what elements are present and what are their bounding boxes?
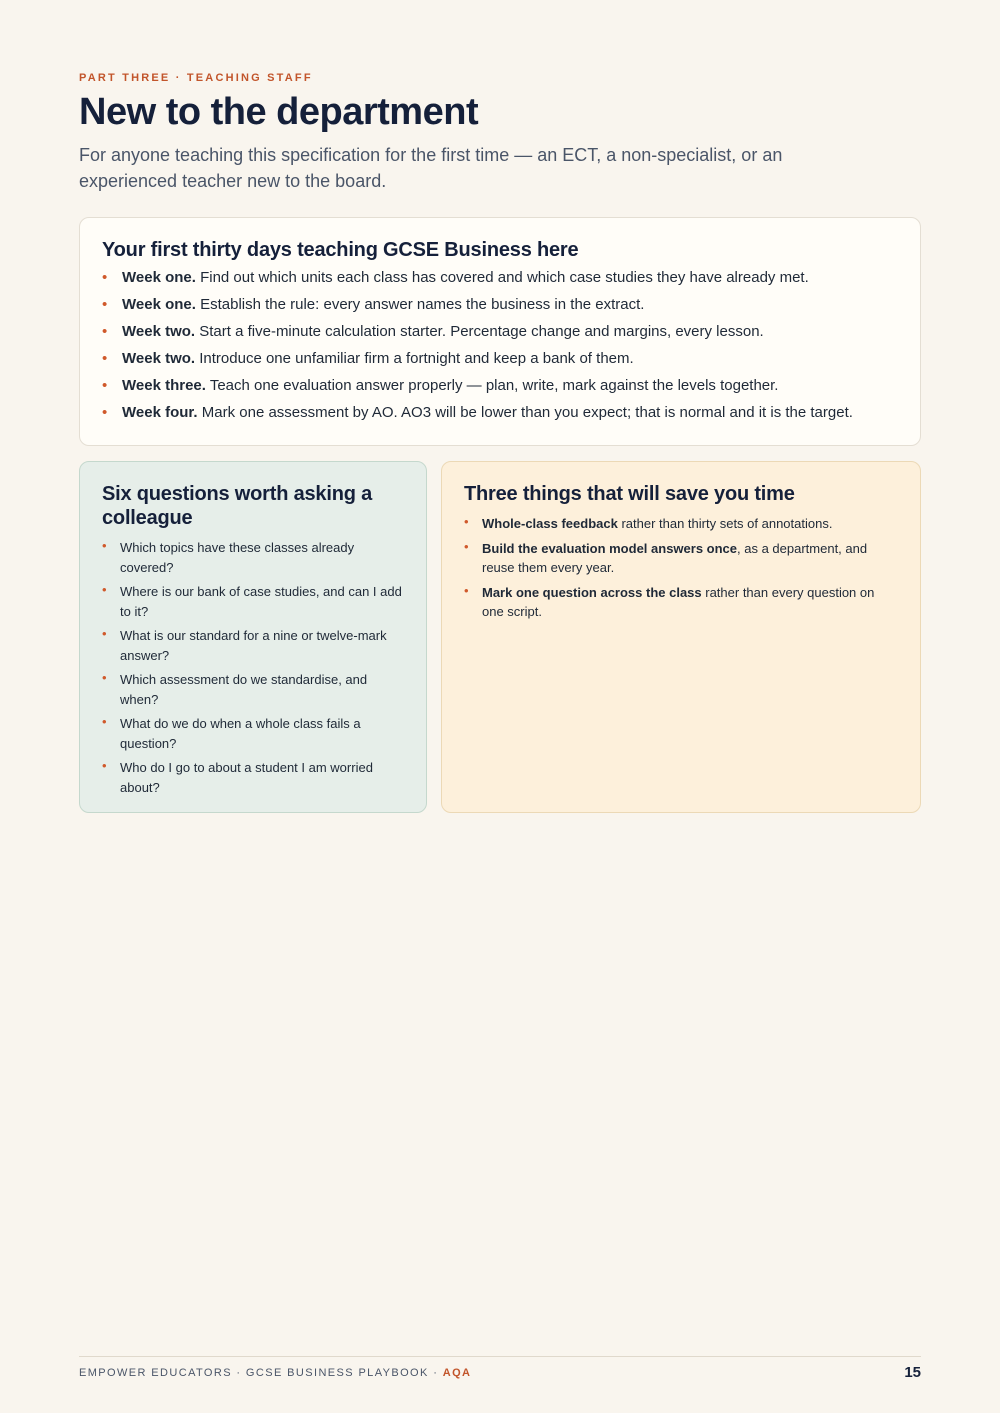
item-text: Find out which units each class has covered and which case studies they have already met. (195, 269, 809, 286)
bullet-icon: • (102, 377, 108, 394)
bullet-icon: • (464, 582, 469, 598)
item-text: Which assessment do we standardise, and when? (120, 672, 368, 707)
bullet-icon: • (102, 269, 108, 286)
list-item (464, 583, 898, 622)
item-lead: Week two. (122, 323, 196, 340)
colleague-questions-card (79, 461, 427, 813)
list-item (102, 295, 898, 315)
item-text: Establish the rule: every answer names the business in the extract. (195, 296, 645, 313)
list-item (102, 758, 404, 797)
footer-exam-board: AQA (442, 1367, 472, 1379)
list-item (102, 403, 898, 423)
bullet-icon: • (102, 758, 107, 773)
list-item (464, 539, 898, 578)
colleague-questions-heading: Six questions worth asking a colleague (102, 483, 373, 529)
bullet-icon: • (102, 538, 107, 553)
page-title: New to the department (79, 91, 479, 133)
footer-divider (79, 1356, 921, 1357)
list-item (102, 322, 898, 342)
item-text: What do we do when a whole class fails a question? (120, 716, 361, 751)
item-lead: Week three. (122, 377, 206, 394)
item-lead: Mark one question across the class (482, 584, 702, 600)
item-text: , as a department, and reuse them every year. (482, 540, 868, 575)
bullet-icon: • (464, 538, 469, 554)
list-item (102, 349, 898, 369)
section-eyebrow: PART THREE · TEACHING STAFF (79, 72, 313, 84)
save-time-card (441, 461, 921, 813)
item-text: Who do I go to about a student I am worried about? (120, 760, 373, 795)
item-lead: Week two. (122, 350, 196, 367)
save-time-list (464, 514, 898, 622)
item-text: rather than thirty sets of annotations. (617, 516, 833, 531)
bullet-icon: • (102, 296, 108, 313)
bullet-icon: • (102, 323, 108, 340)
bullet-icon: • (464, 514, 469, 529)
first-thirty-days-card (79, 217, 921, 446)
list-item (102, 714, 404, 753)
list-item (102, 376, 898, 396)
first-thirty-days-list (102, 268, 898, 423)
item-text: Teach one evaluation answer properly — plan, write, mark against the levels together. (205, 377, 779, 394)
bullet-icon: • (102, 404, 108, 421)
item-lead: Week one. (122, 296, 196, 313)
item-lead: Week one. (122, 269, 196, 286)
bullet-icon: • (102, 714, 107, 729)
bullet-icon: • (102, 350, 108, 367)
item-text: Which topics have these classes already covered? (120, 540, 355, 575)
item-lead: Whole-class feedback (482, 516, 618, 531)
item-text: Mark one assessment by AO. AO3 will be lower than you expect; that is normal and it is the target. (197, 404, 853, 421)
item-text: Introduce one unfamiliar firm a fortnight and keep a bank of them. (195, 350, 634, 367)
page (79, 0, 921, 1413)
page-lede: For anyone teaching this specification for the first time — an ECT, a non-specialist, or an experienced teacher new to the board. (79, 145, 783, 191)
item-text: Where is our bank of case studies, and can I add to it? (120, 584, 402, 619)
save-time-heading: Three things that will save you time (464, 483, 795, 505)
item-text: Start a five-minute calculation starter. Percentage change and margins, every lesson. (195, 323, 764, 340)
bullet-icon: • (102, 670, 107, 685)
item-lead: Week four. (122, 404, 198, 421)
footer-running-title (79, 1367, 471, 1379)
list-item (102, 582, 404, 621)
list-item (102, 268, 898, 288)
colleague-questions-list (102, 538, 404, 797)
list-item (102, 538, 404, 577)
item-lead: Build the evaluation model answers once (482, 540, 738, 556)
list-item (464, 514, 898, 534)
list-item (102, 670, 404, 709)
bullet-icon: • (102, 582, 107, 597)
first-thirty-days-heading: Your first thirty days teaching GCSE Business here (102, 239, 579, 261)
page-number: 15 (904, 1364, 921, 1381)
item-text: rather than every question on one script. (482, 584, 875, 619)
list-item (102, 626, 404, 665)
item-text: What is our standard for a nine or twelve-mark answer? (120, 628, 387, 663)
bullet-icon: • (102, 626, 107, 641)
footer-publication: EMPOWER EDUCATORS · GCSE BUSINESS PLAYBOOK · (79, 1367, 443, 1379)
